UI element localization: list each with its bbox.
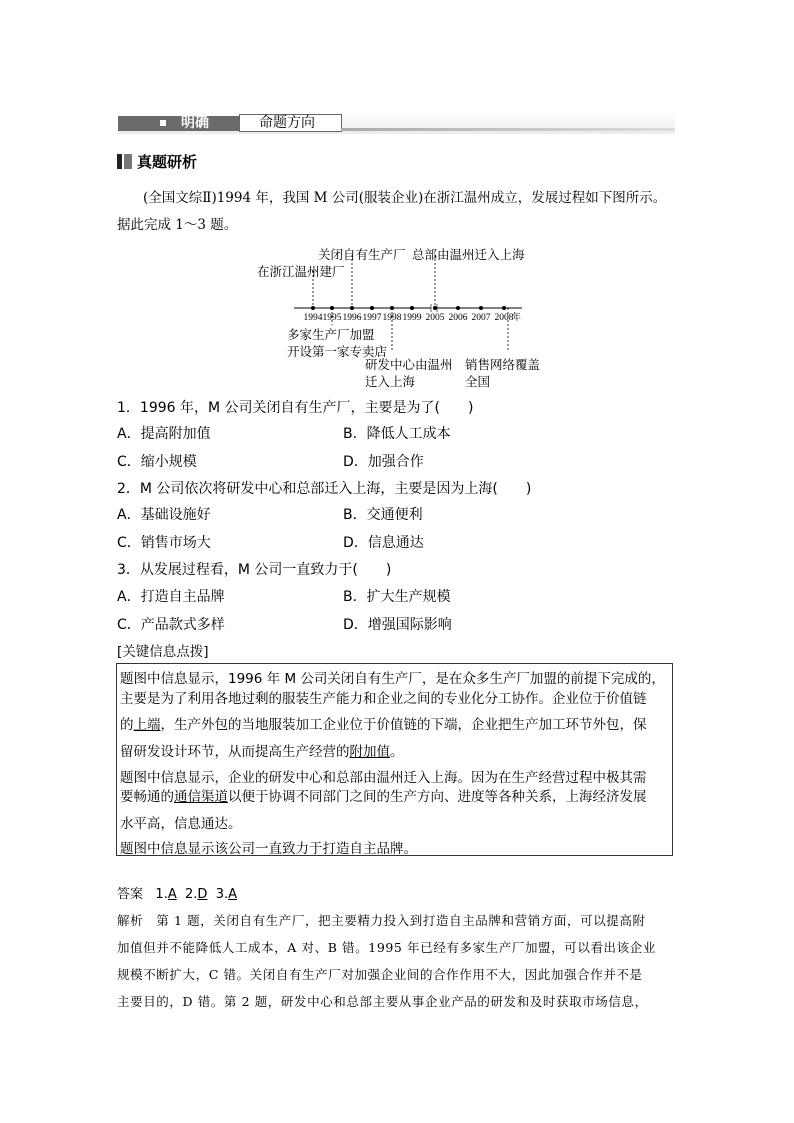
year-label-2005: 2005 bbox=[425, 313, 445, 323]
year-label-2008: 2008 bbox=[494, 313, 514, 323]
key-info-title: [关键信息点拨] bbox=[117, 644, 209, 660]
question-2-option-a: A．基础设施好 bbox=[117, 507, 211, 523]
event-1996: 关闭自有生产厂 bbox=[318, 247, 406, 262]
year-label-1999: 1999 bbox=[402, 313, 422, 323]
section-marker-icon bbox=[117, 154, 122, 169]
timeline-tick-2008 bbox=[502, 306, 506, 310]
answer-label: 答案 bbox=[117, 887, 144, 902]
year-label-1998: 1998 bbox=[382, 313, 402, 323]
explanation-line-2: 加值但并不能降低人工成本，A 对、B 错。1995 年已经有多家生产厂加盟，可以看出该企业 bbox=[117, 940, 656, 955]
question-2-option-c: C．销售市场大 bbox=[117, 535, 211, 551]
question-3-option-d: D．增强国际影响 bbox=[343, 617, 452, 633]
answer-3-value: A bbox=[228, 887, 237, 902]
question-2-stem: 2．M 公司依次将研发中心和总部迁入上海，主要是因为上海( ) bbox=[117, 481, 532, 497]
key-info-line-3: 的上端，生产外包的当地服装加工企业位于价值链的下端，企业把生产加工环节外包，保 bbox=[120, 717, 647, 733]
intro-line-1: (全国文综Ⅱ)1994 年，我国 M 公司(服装企业)在浙江温州成立，发展过程如下图所示。 bbox=[143, 190, 667, 206]
event-1995-line2: 开设第一家专卖店 bbox=[287, 344, 388, 359]
key-info-line-1: 题图中信息显示，1996 年 M 公司关闭自有生产厂，是在众多生产厂加盟的前提下完成的， bbox=[120, 671, 665, 687]
explanation-line-1: 解析 第 1 题，关闭自有生产厂，把主要精力投入到打造自主品牌和营销方面，可以提高附 bbox=[117, 913, 646, 928]
question-3-option-a: A．打造自主品牌 bbox=[117, 589, 225, 605]
year-label-1997: 1997 bbox=[362, 313, 382, 323]
year-label-1994: 1994 bbox=[303, 313, 323, 323]
header-label-left: 明确 bbox=[181, 115, 209, 131]
header-tab-dark bbox=[118, 116, 239, 131]
key-info-line-7: 水平高，信息通达。 bbox=[120, 816, 242, 832]
timeline-tick-2006 bbox=[456, 306, 460, 310]
timeline-tick-2007 bbox=[479, 306, 483, 310]
key-info-line-8: 题图中信息显示该公司一直致力于打造自主品牌。 bbox=[120, 841, 417, 857]
answer-2-value: D bbox=[197, 887, 208, 902]
key-info-line-6: 要畅通的通信渠道以便于协调不同部门之间的生产方向、进度等各种关系，上海经济发展 bbox=[120, 789, 647, 805]
year-label-1995: 1995 bbox=[322, 313, 342, 323]
underlined-term: 通信渠道 bbox=[174, 789, 228, 805]
header-bullet-icon bbox=[160, 120, 166, 126]
question-2-option-d: D．信息通达 bbox=[343, 535, 424, 551]
question-3-option-b: B．扩大生产规模 bbox=[343, 589, 451, 605]
question-2-option-b: B．交通便利 bbox=[343, 507, 423, 523]
event-1998-line2: 迁入上海 bbox=[365, 374, 416, 389]
explanation-line-4: 主要目的，D 错。第 2 题，研发中心和总部主要从事企业产品的研发和及时获取市场信息， bbox=[117, 994, 648, 1009]
event-1995-line1: 多家生产厂加盟 bbox=[287, 327, 375, 342]
key-info-line-5: 题图中信息显示，企业的研发中心和总部由温州迁入上海。因为在生产经营过程中极其需 bbox=[120, 770, 647, 786]
underlined-term: 上端 bbox=[133, 717, 161, 733]
year-suffix: 年 bbox=[512, 313, 522, 323]
event-2008-line1: 销售网络覆盖 bbox=[465, 357, 541, 372]
year-label-2006: 2006 bbox=[448, 313, 468, 323]
question-3-option-c: C．产品款式多样 bbox=[117, 617, 225, 633]
year-label-1996: 1996 bbox=[342, 313, 362, 323]
section-marker-icon-2 bbox=[124, 154, 132, 169]
intro-line-2: 据此完成 1～3 题。 bbox=[117, 217, 238, 233]
question-1-option-c: C．缩小规模 bbox=[117, 454, 197, 470]
header-rule bbox=[341, 128, 675, 131]
question-1-option-d: D．加强合作 bbox=[343, 454, 424, 470]
event-2008-line2: 全国 bbox=[465, 374, 491, 389]
question-3-stem: 3．从发展过程看，M 公司一直致力于( ) bbox=[117, 562, 392, 578]
timeline-tick-1999 bbox=[410, 306, 414, 310]
key-info-line-2: 主要是为了利用各地过剩的服装生产能力和企业之间的专业化分工协作。企业位于价值链 bbox=[120, 691, 647, 707]
section-title: 真题研析 bbox=[137, 153, 198, 171]
answer-1-value: A bbox=[167, 887, 177, 902]
question-1-stem: 1．1996 年，M 公司关闭自有生产厂，主要是为了( ) bbox=[117, 400, 474, 416]
year-label-2007: 2007 bbox=[471, 313, 491, 323]
question-1-option-a: A．提高附加值 bbox=[117, 426, 211, 442]
timeline-tick-1997 bbox=[370, 306, 374, 310]
answer-line: 答案 1.A 2.D 3.A bbox=[117, 887, 237, 902]
event-2005: 总部由温州迁入上海 bbox=[412, 247, 525, 262]
header-label-right: 命题方向 bbox=[259, 115, 315, 131]
question-1-option-b: B．降低人工成本 bbox=[343, 426, 451, 442]
underlined-term: 附加值 bbox=[349, 744, 390, 760]
event-1994: 在浙江温州建厂 bbox=[257, 264, 345, 279]
key-info-line-4: 留研发设计环节，从而提高生产经营的附加值。 bbox=[120, 744, 404, 760]
explanation-line-3: 规模不断扩大，C 错。关闭自有生产厂对加强企业间的合作作用不大，因此加强合作并不是 bbox=[117, 967, 643, 982]
event-1998-line1: 研发中心由温州 bbox=[365, 357, 453, 372]
